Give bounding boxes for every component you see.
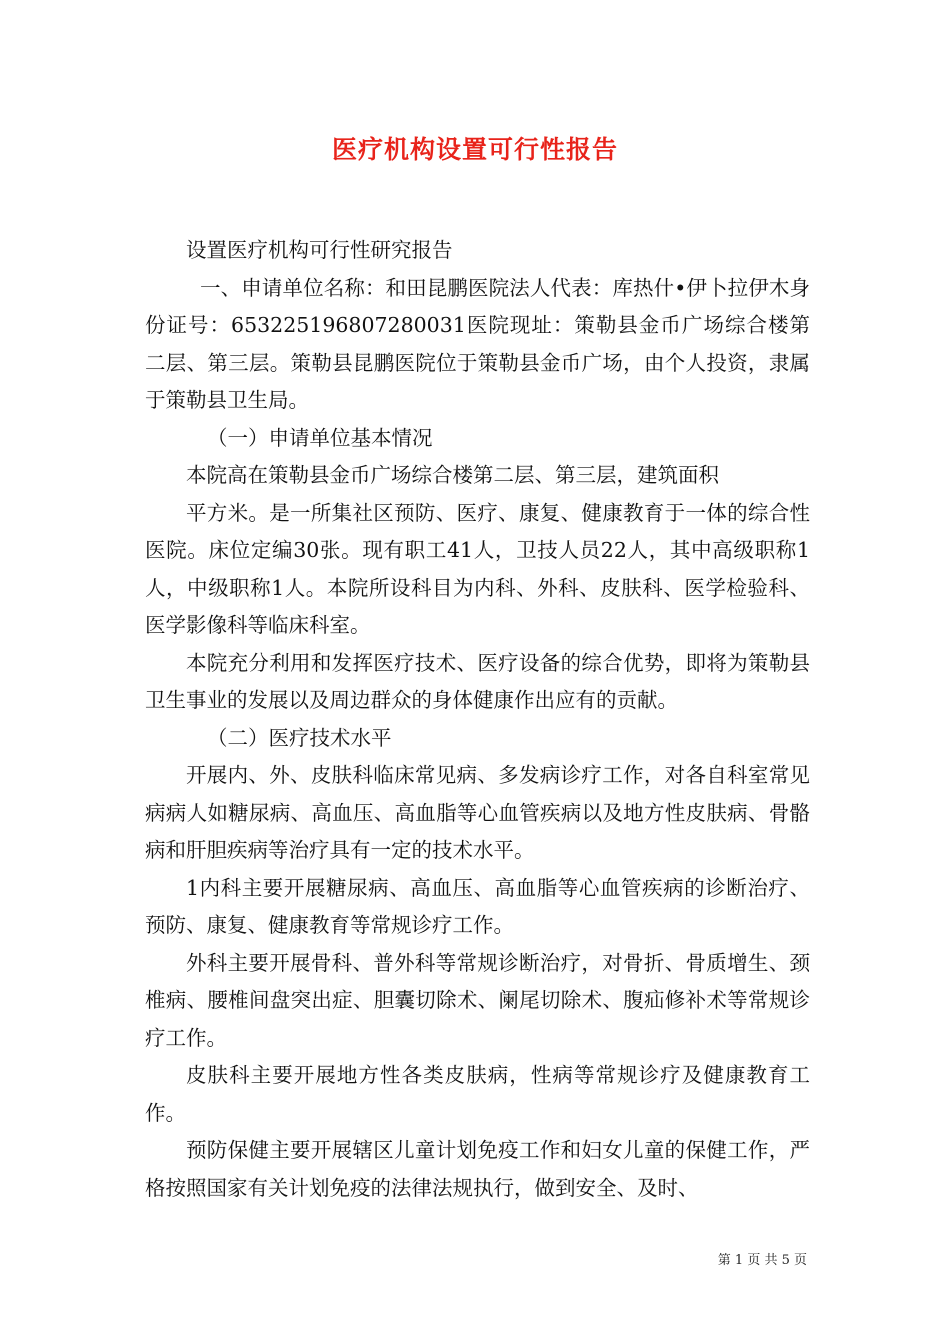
document-title: 医疗机构设置可行性报告	[331, 135, 618, 164]
paragraph-hospital-profile: 平方米。是一所集社区预防、医疗、康复、健康教育于一体的综合性医院。床位定编30张。现有职工41人，卫技人员22人，其中高级职称1人，中级职称1人。本院所设科目为内科、外科、皮肤科、医学检验科、医学影像科等临床科室。	[145, 500, 810, 637]
paragraph-surgery: 外科主要开展骨科、普外科等常规诊断治疗，对骨折、骨质增生、颈椎病、腰椎间盘突出症、胆囊切除术、阑尾切除术、腹疝修补术等常规诊疗工作。	[145, 950, 810, 1050]
paragraph-applicant: 一、申请单位名称：和田昆鹏医院法人代表：库热什•伊卜拉伊木身份证号：653225196807280031医院现址：策勒县金币广场综合楼第二层、第三层。策勒县昆鹏医院位于策勒县金币广场，由个人投资，隶属于策勒县卫生局。	[145, 275, 810, 412]
paragraph-clinical-work: 开展内、外、皮肤科临床常见病、多发病诊疗工作，对各自科室常见病病人如糖尿病、高血压、高血脂等心血管疾病以及地方性皮肤病、骨骼病和肝胆疾病等治疗具有一定的技术水平。	[145, 763, 810, 862]
paragraph-subtitle: 设置医疗机构可行性研究报告	[186, 238, 453, 262]
paragraph-internal-medicine: 1内科主要开展糖尿病、高血压、高血脂等心血管疾病的诊断治疗、预防、康复、健康教育等常规诊疗工作。	[145, 875, 810, 937]
paragraph-location: 本院高在策勒县金币广场综合楼第二层、第三层，建筑面积	[186, 463, 719, 487]
section-heading-tech-level: （二）医疗技术水平	[207, 725, 392, 750]
paragraph-dermatology: 皮肤科主要开展地方性各类皮肤病，性病等常规诊疗及健康教育工作。	[145, 1063, 810, 1125]
paragraph-advantages: 本院充分利用和发挥医疗技术、医疗设备的综合优势，即将为策勒县卫生事业的发展以及周边群众的身体健康作出应有的贡献。	[145, 650, 810, 712]
document-body	[145, 232, 810, 1207]
page-number: 第 1 页 共 5 页	[717, 1253, 807, 1268]
paragraph-preventive-care: 预防保健主要开展辖区儿童计划免疫工作和妇女儿童的保健工作，严格按照国家有关计划免疫的法律法规执行，做到安全、及时、	[145, 1138, 810, 1200]
section-heading-basic-info: （一）申请单位基本情况	[207, 425, 433, 450]
